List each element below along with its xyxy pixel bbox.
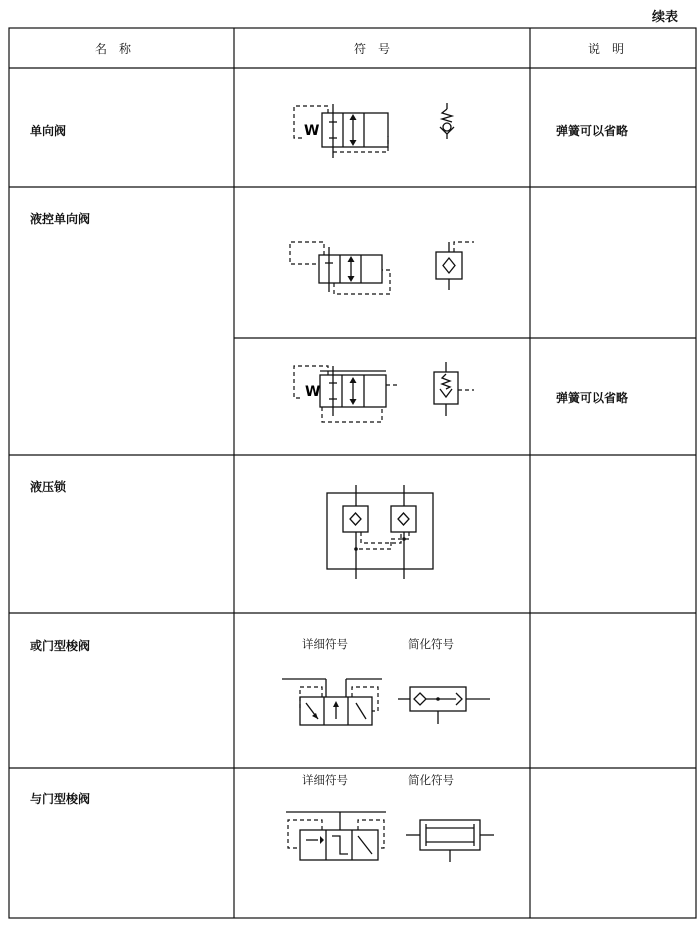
row-name-hydraulic-lock: 液压锁 bbox=[30, 480, 67, 494]
continued-label: 续表 bbox=[651, 10, 678, 25]
and-shuttle-valve-detailed-symbol bbox=[282, 806, 390, 868]
header-name: 名 称 bbox=[95, 42, 132, 56]
or-shuttle-valve-simplified-symbol bbox=[398, 680, 494, 726]
and-shuttle-valve-simplified-symbol bbox=[404, 812, 496, 864]
or-simple-label: 简化符号 bbox=[408, 637, 454, 651]
pilot-check-valve-spring-detailed-symbol bbox=[290, 358, 406, 428]
check-valve-simplified-symbol bbox=[433, 103, 461, 139]
row-name-or-shuttle-valve: 或门型梭阀 bbox=[30, 639, 91, 653]
or-shuttle-valve-detailed-symbol bbox=[278, 673, 386, 733]
hydraulic-lock-symbol bbox=[325, 485, 437, 581]
pilot-check-valve-simplified-symbol bbox=[430, 236, 480, 292]
svg-text:W: W bbox=[304, 123, 320, 139]
row-name-check-valve: 单向阀 bbox=[30, 124, 67, 138]
row-note-check-valve: 弹簧可以省略 bbox=[556, 124, 629, 138]
and-detail-label: 详细符号 bbox=[302, 773, 348, 787]
and-simple-label: 简化符号 bbox=[408, 773, 454, 787]
header-note: 说 明 bbox=[588, 42, 625, 56]
svg-text:W: W bbox=[305, 384, 321, 400]
row-note-pilot-check-valve-spring: 弹簧可以省略 bbox=[556, 391, 629, 405]
pilot-check-valve-spring-simplified-symbol bbox=[430, 356, 478, 426]
row-name-pilot-check-valve: 液控单向阀 bbox=[30, 212, 91, 226]
pilot-check-valve-detailed-symbol bbox=[286, 236, 396, 300]
or-detail-label: 详细符号 bbox=[302, 637, 348, 651]
row-name-and-shuttle-valve: 与门型梭阀 bbox=[30, 792, 91, 806]
header-symbol: 符 号 bbox=[354, 42, 391, 56]
check-valve-detailed-symbol bbox=[290, 100, 400, 162]
